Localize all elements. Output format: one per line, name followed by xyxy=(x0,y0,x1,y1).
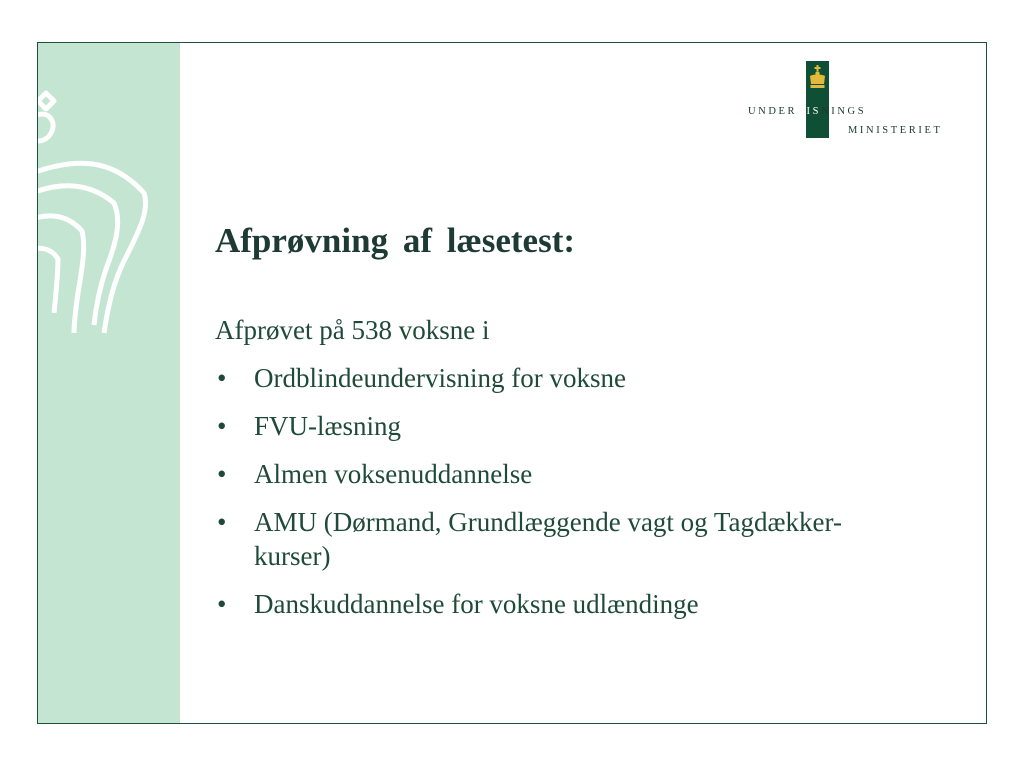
list-item xyxy=(215,505,915,573)
bullet-icon: • xyxy=(217,589,227,619)
logo-text-line2: MINISTERIET xyxy=(848,125,943,136)
bullet-list xyxy=(215,361,915,621)
logo-text-part: UNDER xyxy=(748,106,797,117)
logo-bar xyxy=(806,61,829,138)
list-item xyxy=(215,587,915,621)
logo-text-line1 xyxy=(748,106,866,117)
list-item xyxy=(215,409,915,443)
crown-watermark-icon xyxy=(38,43,180,343)
intro-text: Afprøvet på 538 voksne i xyxy=(215,315,490,345)
side-panel xyxy=(38,43,180,723)
crown-icon xyxy=(809,65,826,93)
ministry-logo xyxy=(748,61,973,143)
bullet-icon: • xyxy=(217,507,227,537)
list-item-text: Ordblindeundervisning for voksne xyxy=(254,363,626,393)
list-item-text: Almen voksenuddannelse xyxy=(254,459,533,489)
list-item-text: Danskuddannelse for voksne udlændinge xyxy=(254,589,699,619)
logo-text-part: NINGS xyxy=(821,106,867,117)
bullet-icon: • xyxy=(217,459,227,489)
slide-title: Afprøvning af læsetest: xyxy=(215,221,576,260)
logo-text-part-on-bar: VIS xyxy=(796,106,822,117)
slide-content xyxy=(215,313,915,635)
list-item xyxy=(215,457,915,491)
bullet-icon: • xyxy=(217,363,227,393)
list-item-text: FVU-læsning xyxy=(254,411,402,441)
list-item-text: AMU (Dørmand, Grundlæggende vagt og Tagdækker-kurser) xyxy=(254,507,842,571)
list-item xyxy=(215,361,915,395)
slide xyxy=(37,42,987,724)
bullet-icon: • xyxy=(217,411,227,441)
